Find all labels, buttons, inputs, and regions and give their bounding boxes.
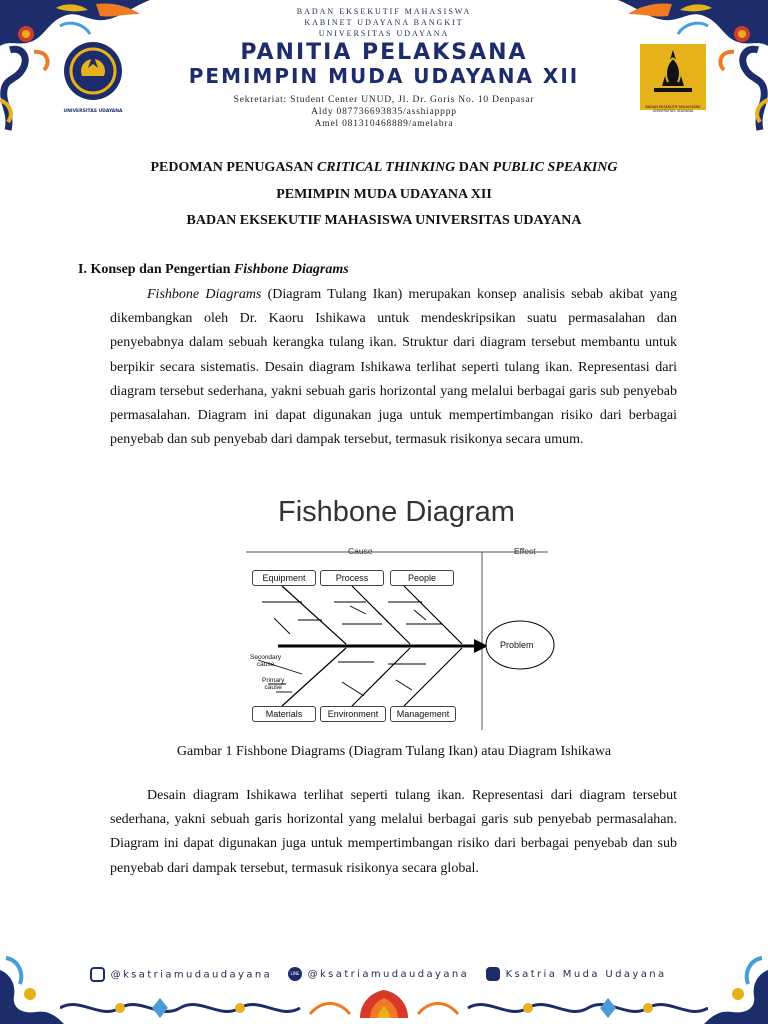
fishbone-figure [238,494,556,734]
line-icon [288,967,302,981]
secondary-cause-word: cause [256,661,275,668]
paragraph-intro [110,283,677,452]
cause-box-management: Management [390,706,456,722]
footer-decoration [60,988,708,1024]
line-icon-text: LINE [290,971,300,976]
title-italic: PUBLIC SPEAKING [492,160,618,175]
title-part: PEDOMAN PENUGASAN [150,160,317,175]
org-line: KABINET UDAYANA BANGKIT [304,18,464,27]
cause-box-materials: Materials [252,706,316,722]
figure-caption: Gambar 1 Fishbone Diagrams (Diagram Tulang Ikan) atau Diagram Ishikawa [176,744,612,759]
cause-box-equipment: Equipment [252,570,316,586]
document-subtitle: PEMIMPIN MUDA UDAYANA XII [276,187,492,202]
cause-box-people: People [390,570,454,586]
title-part: DAN [455,160,493,175]
organization-lines [200,6,568,39]
bem-logo [640,44,706,113]
bem-logo-text: BADAN EKSEKUTIF MAHASISWA UNIVERSITAS UDAYANA [645,105,701,113]
line-handle[interactable] [288,967,469,981]
university-logo [62,40,124,112]
figure-effect-label: Effect [514,546,536,556]
primary-cause-label [262,677,284,691]
youtube-icon [486,967,500,981]
title-italic: CRITICAL THINKING [316,160,456,175]
youtube-channel[interactable] [486,967,667,981]
contact-line: Amel 081310468889/amelabra [314,119,454,129]
org-line: UNIVERSITAS UDAYANA [318,29,450,38]
contact-info [200,94,568,130]
problem-label: Problem [500,640,534,650]
instagram-icon [90,967,105,982]
section-term: Fishbone Diagrams [233,262,349,277]
cause-box-process: Process [320,570,384,586]
line-text: @ksatriamudaudayana [307,969,470,980]
document-organization: BADAN EKSEKUTIF MAHASISWA UNIVERSITAS UDAYANA [186,213,582,228]
document-title [60,160,708,176]
section-heading [78,262,349,278]
paragraph-text: (Diagram Tulang Ikan) merupakan konsep analisis sebab akibat yang dikembangkan oleh Dr. Kaoru Ishikawa untuk mendeskripsikan suatu permasalahan dan penyebabnya dalam sebuah kerangka tulang ikan. Struktur dari diagram tersebut membantu untuk berpikir secara sistematis. Desain diagram Ishikawa terlihat seperti tulang ikan. Representasi dari diagram tersebut sederhana, yakni sebuah garis horizontal yang melalui berbagai garis sub penyebab permasalahan. Diagram ini dapat digunakan juga untuk mempertimbangan risiko dari berbagai penyebab dan sub penyebab dari dampak tersebut, termasuk risikonya secara umum. [110,287,677,448]
secondary-cause-word: Secondary [250,654,282,661]
figure-cause-label: Cause [348,546,373,556]
contact-line: Sekretariat: Student Center UNUD, Jl. Dr. Goris No. 10 Denpasar [233,95,535,105]
committee-title: PANITIA PELAKSANA [240,40,528,65]
paragraph-text: Desain diagram Ishikawa terlihat seperti tulang ikan. Representasi dari diagram tersebut sederhana, yakni sebuah garis horizontal yang melalui berbagai garis sub penyebab permasalahan. Diagram ini dapat digunakan juga untuk mempertimbangan risiko dari berbagai penyebab dan sub penyebab dari dampak tersebut, termasuk risikonya secara global. [110,788,677,876]
program-title: PEMIMPIN MUDA UDAYANA XII [188,64,580,88]
university-logo-text: UNIVERSITAS UDAYANA [63,109,123,114]
paragraph-term: Fishbone Diagrams [147,287,262,302]
instagram-handle[interactable] [90,967,272,982]
org-line: BADAN EKSEKUTIF MAHASISWA [296,7,472,16]
contact-line: Aldy 087736693835/asshiapppp [311,107,457,117]
secondary-cause-label [250,654,281,668]
primary-cause-word: Primary [262,677,285,684]
figure-title: Fishbone Diagram [278,496,515,528]
primary-cause-word: cause [264,684,282,691]
instagram-text: @ksatriamudaudayana [110,969,273,981]
paragraph-body [110,784,677,881]
section-number-label: I. Konsep dan Pengertian [78,262,234,277]
cause-box-environment: Environment [320,706,386,722]
youtube-text: Ksatria Muda Udayana [505,969,667,980]
